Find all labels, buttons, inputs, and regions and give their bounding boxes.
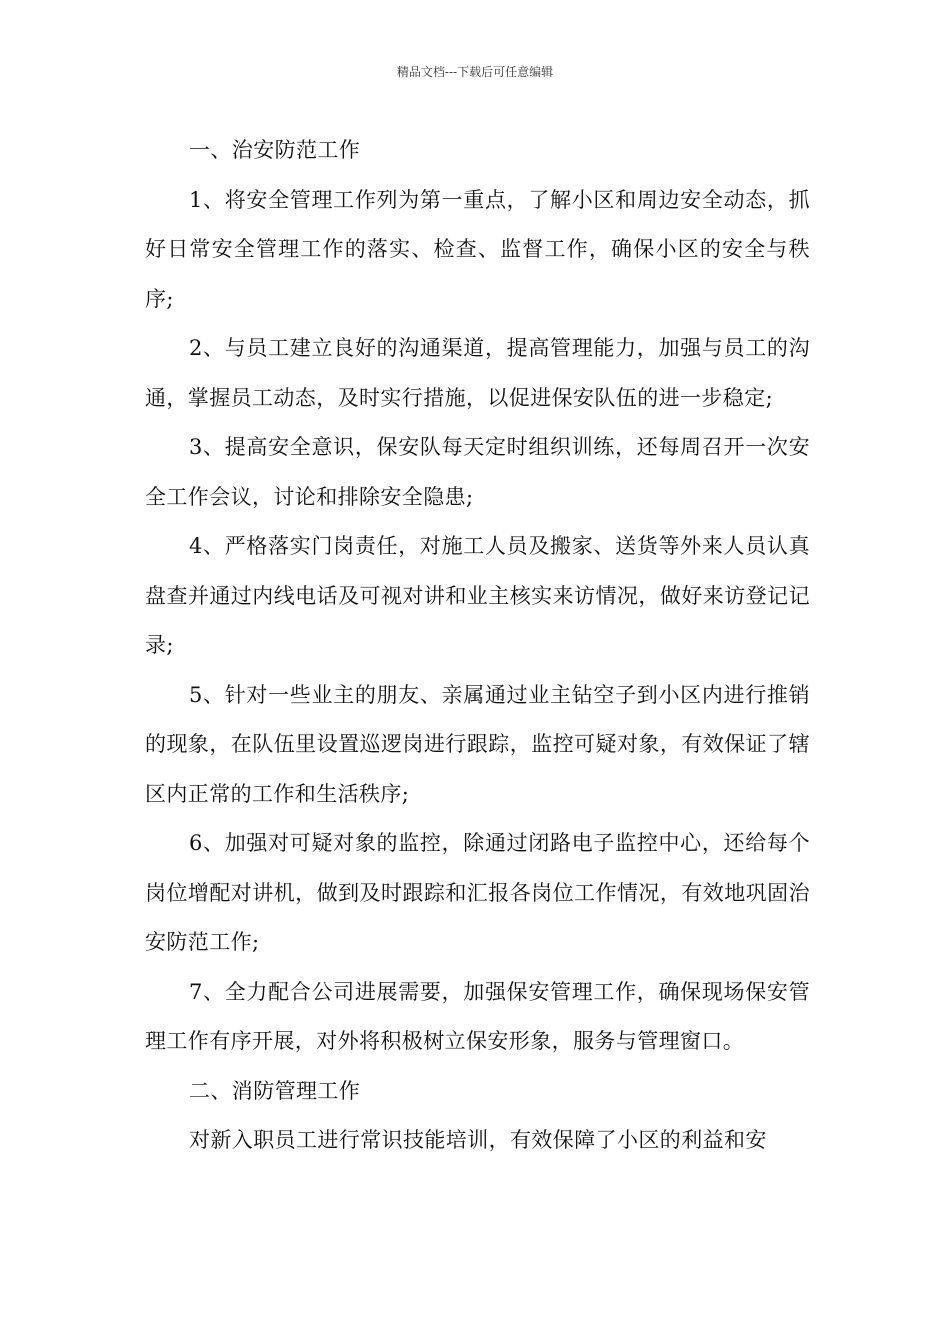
page-header: 精品文档---下载后可任意编辑	[396, 65, 554, 79]
section-heading-security: 一、治安防范工作	[189, 138, 361, 162]
section-heading-fire: 二、消防管理工作	[189, 1078, 361, 1103]
paragraph-item-3: 3、提高安全意识，保安队每天定时组织训练，还每周召开一次安全工作会议，讨论和排除安全隐患;	[145, 435, 810, 509]
paragraph-item-6: 6、加强对可疑对象的监控，除通过闭路电子监控中心，还给每个岗位增配对讲机，做到及时跟踪和汇报各岗位工作情况，有效地巩固治安防范工作;	[145, 831, 810, 954]
paragraph-item-5: 5、针对一些业主的朋友、亲属通过业主钻空子到小区内进行推销的现象，在队伍里设置巡逻岗进行跟踪，监控可疑对象，有效保证了辖区内正常的工作和生活秩序;	[145, 682, 810, 806]
document-body	[145, 126, 810, 1166]
paragraph-item-4: 4、严格落实门岗责任，对施工人员及搬家、送货等外来人员认真盘查并通过内线电话及可视对讲和业主核实来访情况，做好来访登记记录;	[145, 534, 810, 657]
paragraph-item-2: 2、与员工建立良好的沟通渠道，提高管理能力，加强与员工的沟通，掌握员工动态，及时实行措施，以促进保安队伍的进一步稳定;	[145, 336, 810, 410]
paragraph-item-7: 7、全力配合公司进展需要，加强保安管理工作，确保现场保安管理工作有序开展，对外将积极树立保安形象，服务与管理窗口。	[145, 979, 810, 1053]
paragraph-fire-training: 对新入职员工进行常识技能培训，有效保障了小区的利益和安	[189, 1128, 767, 1152]
paragraph-item-1: 1、将安全管理工作列为第一重点，了解小区和周边安全动态，抓好日常安全管理工作的落实、检查、监督工作，确保小区的安全与秩序;	[145, 187, 810, 311]
